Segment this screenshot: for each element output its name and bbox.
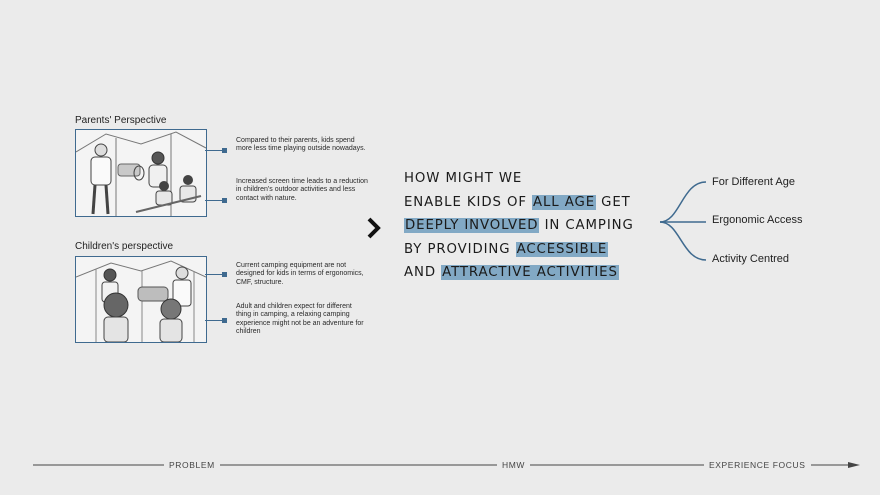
branch-connector xyxy=(660,170,710,270)
parents-note-1: Compared to their parents, kids spend more less time playing outside nowadays. xyxy=(236,137,366,153)
branch-ergonomic-access: Ergonomic Access xyxy=(712,214,803,226)
timeline-problem: PROBLEM xyxy=(164,460,220,470)
parents-note-2: Increased screen time leads to a reduction in children's outdoor activities and less contact with nature. xyxy=(236,178,368,202)
children-bullet-2 xyxy=(222,318,227,323)
highlight-deeply-involved: DEEPLY INVOLVED xyxy=(405,218,539,233)
children-bullet-1 xyxy=(222,272,227,277)
parents-bullet-1 xyxy=(222,148,227,153)
timeline-experience-focus: EXPERIENCE FOCUS xyxy=(704,460,811,470)
children-note-2: Adult and children expect for different thing in camping, a relaxing camping experience might not be an adventure for children xyxy=(236,303,364,336)
branch-different-age: For Different Age xyxy=(712,176,795,188)
hmw-line-2: ENABLE KIDS OF ALL AGE GET xyxy=(404,194,631,210)
hmw-statement xyxy=(404,167,664,285)
parents-bullet-2 xyxy=(222,198,227,203)
chevron-right-icon xyxy=(366,216,382,240)
children-illustration xyxy=(75,256,207,343)
hmw-line-3: DEEPLY INVOLVED IN CAMPING xyxy=(405,218,634,233)
children-note-1: Current camping equipment are not designed for kids in terms of ergonomics, CMF, structure. xyxy=(236,262,364,286)
branch-activity-centred: Activity Centred xyxy=(712,253,790,265)
parents-perspective-title: Parents' Perspective xyxy=(75,115,167,126)
highlight-attractive-activities: ATTRACTIVE ACTIVITIES xyxy=(442,265,618,280)
hmw-line-5: AND ATTRACTIVE ACTIVITIES xyxy=(404,265,618,280)
timeline-hmw: HMW xyxy=(497,460,530,470)
hmw-line-1: HOW MIGHT WE xyxy=(404,171,523,186)
hmw-line-4: BY PROVIDING ACCESSIBLE xyxy=(404,241,608,257)
children-perspective-title: Children's perspective xyxy=(75,241,174,252)
highlight-accessible: ACCESSIBLE xyxy=(516,241,608,257)
timeline xyxy=(0,456,880,476)
parents-illustration xyxy=(75,129,207,217)
highlight-all-age: ALL AGE xyxy=(533,194,596,210)
